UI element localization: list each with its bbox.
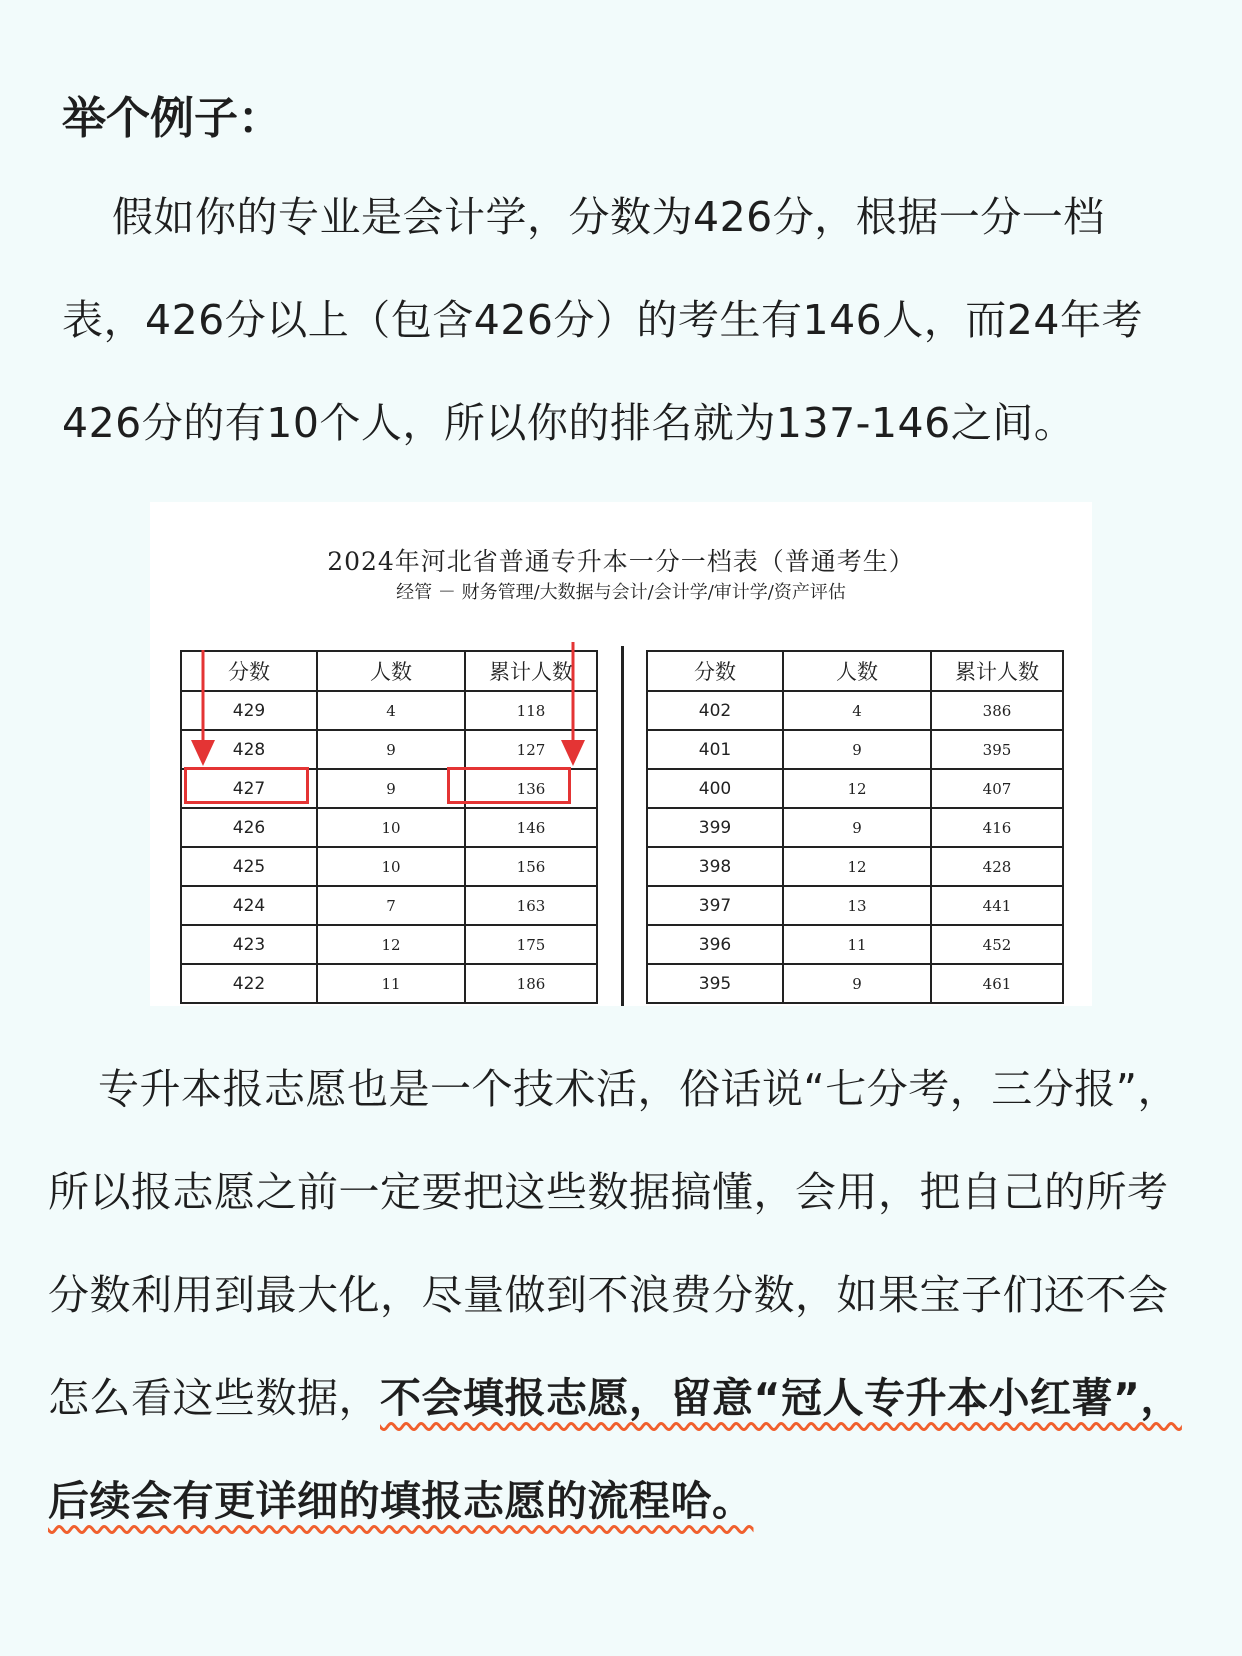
table-row xyxy=(647,886,1063,925)
score-cell: 399 xyxy=(647,808,783,847)
table-row xyxy=(181,964,597,1003)
cumulative-cell: 146 xyxy=(465,808,597,847)
table-row xyxy=(647,964,1063,1003)
header-count: 人数 xyxy=(783,651,931,691)
table-row xyxy=(647,847,1063,886)
cumulative-cell: 156 xyxy=(465,847,597,886)
score-cell: 401 xyxy=(647,730,783,769)
cumulative-cell: 428 xyxy=(931,847,1063,886)
score-cell: 424 xyxy=(181,886,317,925)
cumulative-cell: 127 xyxy=(465,730,597,769)
table-title: 2024年河北省普通专升本一分一档表（普通考生） xyxy=(327,547,915,576)
header-score: 分数 xyxy=(181,651,317,691)
score-cell: 423 xyxy=(181,925,317,964)
down-arrow-icon xyxy=(189,650,217,768)
score-cell: 395 xyxy=(647,964,783,1003)
score-cell: 426 xyxy=(181,808,317,847)
table-row xyxy=(181,886,597,925)
cumulative-cell: 395 xyxy=(931,730,1063,769)
count-cell: 9 xyxy=(783,730,931,769)
header-count: 人数 xyxy=(317,651,465,691)
header-cumulative: 累计人数 xyxy=(931,651,1063,691)
highlight-box-score xyxy=(184,767,309,804)
score-cell: 429 xyxy=(181,691,317,730)
count-cell: 4 xyxy=(317,691,465,730)
count-cell: 10 xyxy=(317,808,465,847)
score-table-left xyxy=(180,650,598,1004)
cumulative-cell: 136 xyxy=(465,769,597,808)
cumulative-cell: 118 xyxy=(465,691,597,730)
table-row xyxy=(647,925,1063,964)
score-cell: 422 xyxy=(181,964,317,1003)
advice-paragraph xyxy=(48,1038,1198,1553)
table-row xyxy=(181,847,597,886)
cumulative-cell: 386 xyxy=(931,691,1063,730)
heading: 举个例子： xyxy=(62,93,282,144)
advice-text: 专升本报志愿也是一个技术活，俗话说“七分考，三分报”，所以报志愿之前一定要把这些数据搞懂，会用，把自己的所考分数利用到最大化，尽量做到不浪费分数，如果宝子们还不会怎么看这些数据， xyxy=(48,1065,1179,1422)
count-cell: 11 xyxy=(317,964,465,1003)
count-cell: 9 xyxy=(783,964,931,1003)
score-cell: 428 xyxy=(181,730,317,769)
cumulative-cell: 175 xyxy=(465,925,597,964)
table-row xyxy=(181,691,597,730)
table-divider xyxy=(621,646,624,1006)
count-cell: 4 xyxy=(783,691,931,730)
cumulative-cell: 441 xyxy=(931,886,1063,925)
table-row xyxy=(181,925,597,964)
table-row xyxy=(647,691,1063,730)
cumulative-cell: 461 xyxy=(931,964,1063,1003)
count-cell: 11 xyxy=(783,925,931,964)
table-row xyxy=(181,808,597,847)
score-cell: 397 xyxy=(647,886,783,925)
highlight-box-cumulative xyxy=(447,767,571,804)
header-cumulative: 累计人数 xyxy=(465,651,597,691)
cumulative-cell: 186 xyxy=(465,964,597,1003)
count-cell: 12 xyxy=(783,769,931,808)
table-row xyxy=(181,730,597,769)
score-cell: 402 xyxy=(647,691,783,730)
score-cell: 425 xyxy=(181,847,317,886)
count-cell: 7 xyxy=(317,886,465,925)
count-cell: 10 xyxy=(317,847,465,886)
cumulative-cell: 163 xyxy=(465,886,597,925)
count-cell: 9 xyxy=(317,769,465,808)
cumulative-cell: 416 xyxy=(931,808,1063,847)
count-cell: 9 xyxy=(317,730,465,769)
header-score: 分数 xyxy=(647,651,783,691)
count-cell: 13 xyxy=(783,886,931,925)
score-cell: 400 xyxy=(647,769,783,808)
count-cell: 12 xyxy=(317,925,465,964)
table-subtitle: 经管 － 财务管理/大数据与会计/会计学/审计学/资产评估 xyxy=(396,582,846,603)
cumulative-cell: 452 xyxy=(931,925,1063,964)
count-cell: 9 xyxy=(783,808,931,847)
score-table-right xyxy=(646,650,1064,1004)
count-cell: 12 xyxy=(783,847,931,886)
score-cell: 427 xyxy=(181,769,317,808)
cumulative-cell: 407 xyxy=(931,769,1063,808)
down-arrow-icon xyxy=(559,642,587,768)
example-paragraph: 假如你的专业是会计学，分数为426分，根据一分一档表，426分以上（包含426分）的考生有146人，而24年考426分的有10个人，所以你的排名就为137-146之间。 xyxy=(62,193,1143,447)
score-cell: 398 xyxy=(647,847,783,886)
table-row xyxy=(647,769,1063,808)
table-row xyxy=(647,730,1063,769)
score-cell: 396 xyxy=(647,925,783,964)
table-row xyxy=(647,808,1063,847)
score-table-image xyxy=(150,502,1092,1006)
highlighted-call-to-action: 不会填报志愿，留意“冠人专升本小红薯”，后续会有更详细的填报志愿的流程哈。 xyxy=(48,1374,1182,1525)
